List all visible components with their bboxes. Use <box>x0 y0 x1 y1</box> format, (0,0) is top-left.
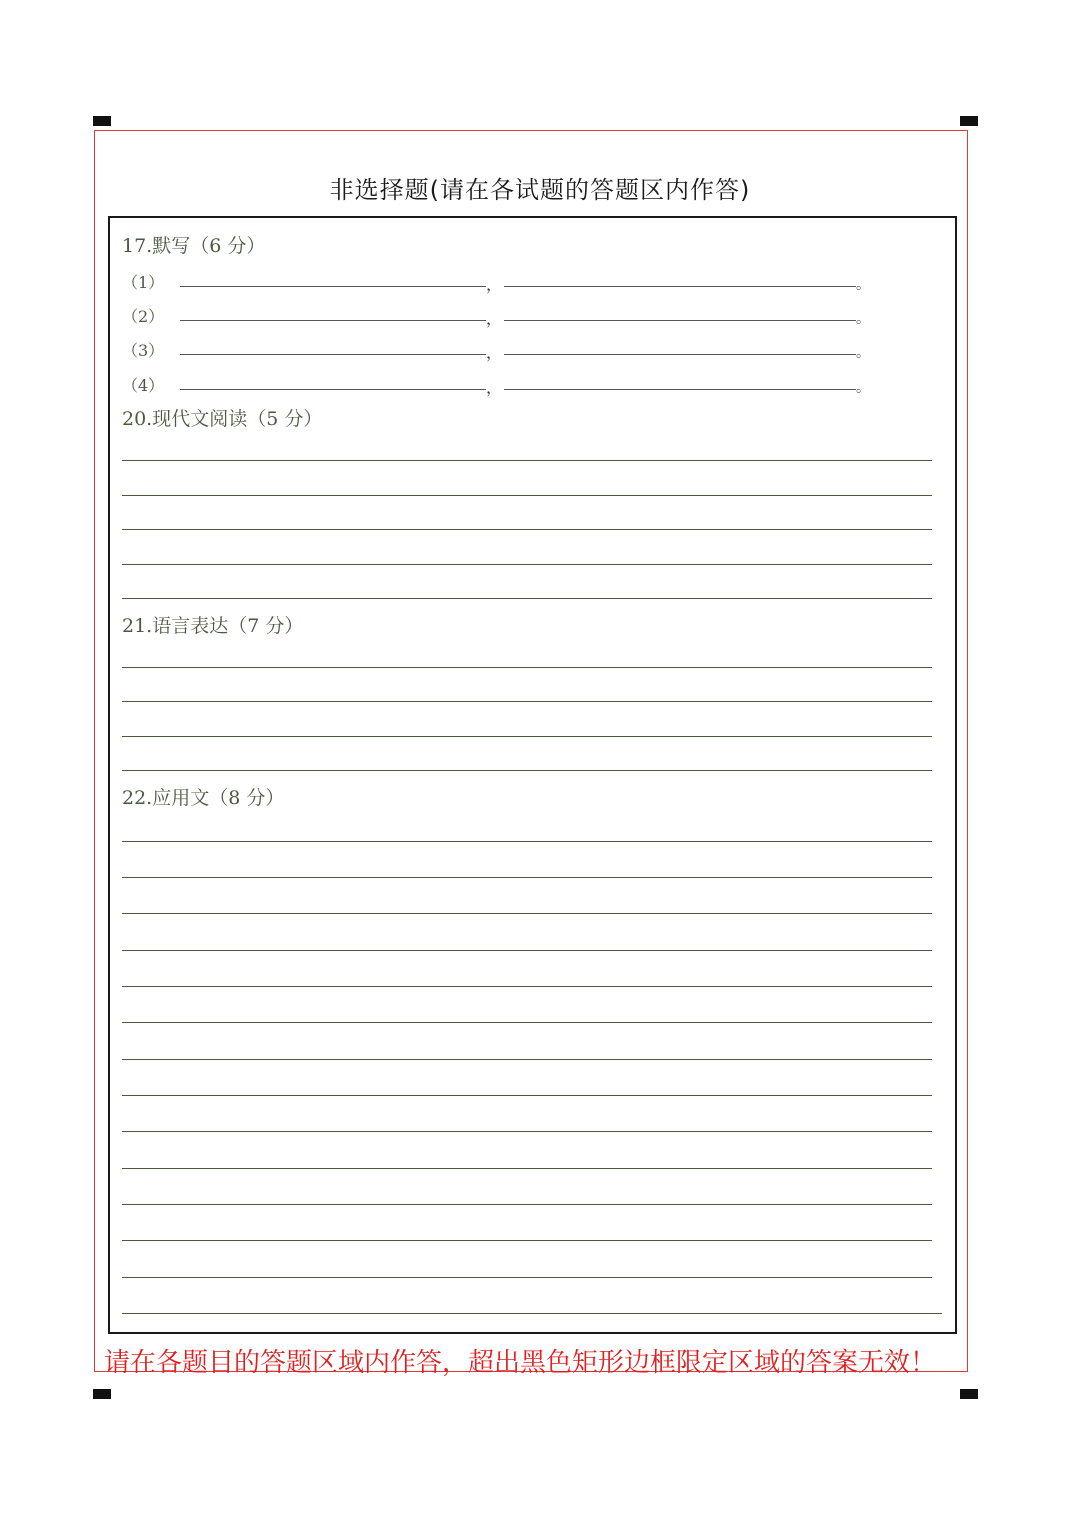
answer-line[interactable] <box>122 950 932 951</box>
blank-row-4 <box>122 371 882 401</box>
blank-line-second-half[interactable] <box>504 320 856 321</box>
blank-row-2 <box>122 302 882 332</box>
corner-mark-bottom-left <box>93 1389 111 1399</box>
blank-number: （2） <box>122 307 165 326</box>
answer-line[interactable] <box>122 1168 932 1169</box>
blank-line-second-half[interactable] <box>504 389 856 390</box>
blank-row-3 <box>122 336 882 366</box>
answer-line[interactable] <box>122 1131 932 1132</box>
question-21-heading: 21.语言表达（7 分） <box>122 615 304 637</box>
answer-line[interactable] <box>122 460 932 461</box>
blank-line-second-half[interactable] <box>504 286 856 287</box>
answer-line[interactable] <box>122 1313 942 1314</box>
answer-line[interactable] <box>122 598 932 599</box>
footer-warning-text: 请在各题目的答题区域内作答，超出黑色矩形边框限定区域的答案无效！ <box>104 1348 937 1378</box>
answer-line[interactable] <box>122 913 932 914</box>
answer-line[interactable] <box>122 770 932 771</box>
answer-line[interactable] <box>122 1022 932 1023</box>
blank-line-first-half[interactable] <box>180 320 486 321</box>
answer-line[interactable] <box>122 1059 932 1060</box>
blank-line-first-half[interactable] <box>180 389 486 390</box>
corner-mark-top-right <box>960 116 978 126</box>
corner-mark-top-left <box>93 116 111 126</box>
comma-mark: ， <box>486 343 503 362</box>
comma-mark: ， <box>486 309 503 328</box>
answer-line[interactable] <box>122 1240 932 1241</box>
answer-line[interactable] <box>122 529 932 530</box>
answer-line[interactable] <box>122 986 932 987</box>
blank-number: （4） <box>122 376 165 395</box>
comma-mark: ， <box>486 275 503 294</box>
period-mark: 。 <box>856 380 870 396</box>
period-mark: 。 <box>856 311 870 327</box>
answer-line[interactable] <box>122 495 932 496</box>
blank-line-second-half[interactable] <box>504 354 856 355</box>
comma-mark: ， <box>486 378 503 397</box>
answer-line[interactable] <box>122 841 932 842</box>
blank-row-1 <box>122 268 882 298</box>
answer-line[interactable] <box>122 877 932 878</box>
question-20-heading: 20.现代文阅读（5 分） <box>122 408 323 430</box>
answer-line[interactable] <box>122 736 932 737</box>
blank-line-first-half[interactable] <box>180 286 486 287</box>
corner-mark-bottom-right <box>960 1389 978 1399</box>
blank-number: （3） <box>122 341 165 360</box>
page-title: 非选择题(请在各试题的答题区内作答) <box>329 176 751 204</box>
period-mark: 。 <box>856 345 870 361</box>
question-22-heading: 22.应用文（8 分） <box>122 787 285 809</box>
question-17-heading: 17.默写（6 分） <box>122 235 266 257</box>
blank-line-first-half[interactable] <box>180 354 486 355</box>
answer-line[interactable] <box>122 701 932 702</box>
answer-line[interactable] <box>122 1277 932 1278</box>
answer-line[interactable] <box>122 1204 932 1205</box>
blank-number: （1） <box>122 273 165 292</box>
answer-line[interactable] <box>122 667 932 668</box>
answer-line[interactable] <box>122 1095 932 1096</box>
answer-line[interactable] <box>122 564 932 565</box>
period-mark: 。 <box>856 277 870 293</box>
